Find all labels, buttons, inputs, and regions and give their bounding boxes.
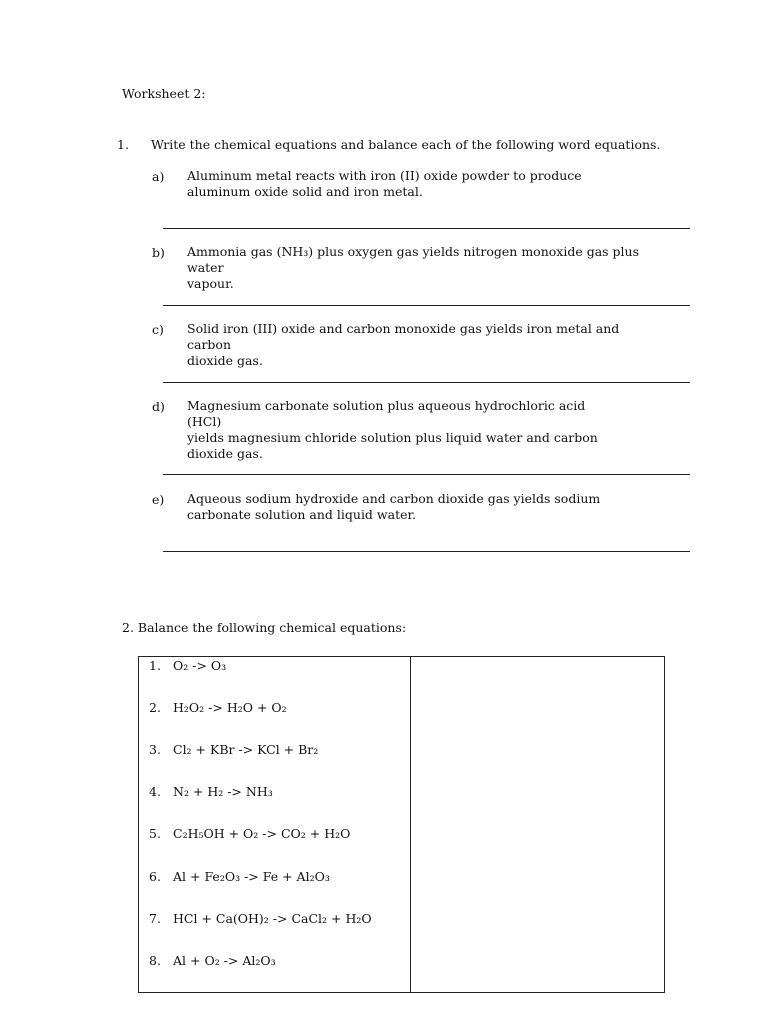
equation-1: O₂ -> O₃	[173, 658, 227, 673]
answer-line-c[interactable]	[163, 382, 690, 383]
item-d-line-1: Magnesium carbonate solution plus aqueous hydrochloric acid (HCl)	[187, 398, 586, 429]
answer-line-a[interactable]	[163, 228, 690, 229]
equation-row-2: 2. H₂O₂ -> H₂O + O₂	[149, 700, 287, 715]
question-2-text: 2. Balance the following chemical equations:	[122, 620, 407, 635]
item-a-line-2: aluminum oxide solid and iron metal.	[187, 184, 423, 199]
item-c-line-1: Solid iron (III) oxide and carbon monoxide gas yields iron metal and carbon	[187, 321, 620, 352]
item-b-text	[187, 244, 667, 292]
equation-row-6: 6. Al + Fe₂O₃ -> Fe + Al₂O₃	[149, 869, 330, 884]
item-b-line-2: vapour.	[187, 276, 234, 291]
equation-row-5: 5. C₂H₅OH + O₂ -> CO₂ + H₂O	[149, 826, 351, 841]
item-c-line-2: dioxide gas.	[187, 353, 263, 368]
item-d-letter: d)	[152, 399, 165, 414]
equation-7: HCl + Ca(OH)₂ -> CaCl₂ + H₂O	[173, 911, 372, 926]
worksheet-title: Worksheet 2:	[122, 86, 206, 101]
equation-row-3: 3. Cl₂ + KBr -> KCl + Br₂	[149, 742, 319, 757]
equation-4: N₂ + H₂ -> NH₃	[173, 784, 273, 799]
item-a-letter: a)	[152, 169, 165, 184]
answer-line-d[interactable]	[163, 474, 690, 475]
equation-row-1: 1. O₂ -> O₃	[149, 658, 227, 673]
item-a-text	[187, 168, 607, 200]
equation-row-7: 7. HCl + Ca(OH)₂ -> CaCl₂ + H₂O	[149, 911, 372, 926]
question-1-number: 1.	[117, 137, 129, 152]
equation-8: Al + O₂ -> Al₂O₃	[173, 953, 276, 968]
answer-line-e[interactable]	[163, 551, 690, 552]
equation-3: Cl₂ + KBr -> KCl + Br₂	[173, 742, 319, 757]
equation-5: C₂H₅OH + O₂ -> CO₂ + H₂O	[173, 826, 351, 841]
item-c-text	[187, 321, 667, 369]
item-e-letter: e)	[152, 492, 165, 507]
item-b-line-1: Ammonia gas (NH₃) plus oxygen gas yields nitrogen monoxide gas plus water	[187, 244, 640, 275]
item-d-line-3: dioxide gas.	[187, 446, 263, 461]
item-e-text	[187, 491, 607, 523]
item-d-text	[187, 398, 607, 462]
question-1-text: Write the chemical equations and balance each of the following word equations.	[151, 137, 661, 152]
answer-line-b[interactable]	[163, 305, 690, 306]
equation-row-8: 8. Al + O₂ -> Al₂O₃	[149, 953, 276, 968]
item-d-line-2: yields magnesium chloride solution plus liquid water and carbon	[187, 430, 598, 445]
equation-2: H₂O₂ -> H₂O + O₂	[173, 700, 287, 715]
item-e-line-2: carbonate solution and liquid water.	[187, 507, 417, 522]
item-b-letter: b)	[152, 245, 165, 260]
item-e-line-1: Aqueous sodium hydroxide and carbon dioxide gas yields sodium	[187, 491, 601, 506]
answer-column[interactable]	[411, 657, 664, 992]
equation-6: Al + Fe₂O₃ -> Fe + Al₂O₃	[173, 869, 330, 884]
item-c-letter: c)	[152, 322, 164, 337]
item-a-line-1: Aluminum metal reacts with iron (II) oxide powder to produce	[187, 168, 582, 183]
equations-table	[138, 656, 665, 993]
equation-row-4: 4. N₂ + H₂ -> NH₃	[149, 784, 273, 799]
